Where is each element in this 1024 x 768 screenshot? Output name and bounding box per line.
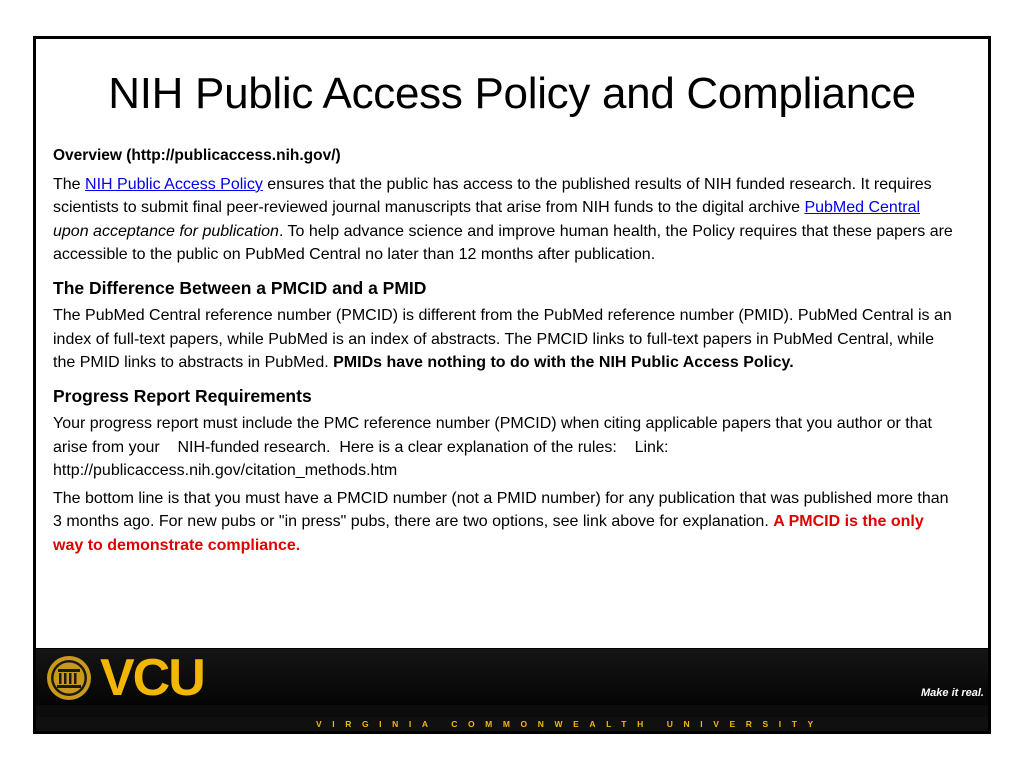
vcu-footer: [36, 649, 988, 731]
slide-frame: [33, 36, 991, 734]
slide-content: [36, 39, 988, 648]
overview-italic: upon acceptance for publication: [53, 222, 279, 240]
difference-paragraph: [53, 304, 958, 375]
overview-text-4: . To help advance science and improve human health, the Policy requires that these papers are accessible to the public on PubMed Central no later than 12 months after publication.: [53, 222, 953, 263]
progress-paragraph-2: [53, 487, 958, 558]
compliance-statement: A PMCID is the only way to demonstrate compliance.: [53, 513, 924, 554]
overview-paragraph: [53, 173, 958, 267]
progress-heading: Progress Report Requirements: [53, 385, 312, 406]
difference-bold: PMIDs have nothing to do with the NIH Public Access Policy.: [333, 354, 794, 371]
difference-heading: The Difference Between a PMCID and a PMID: [53, 277, 427, 298]
difference-text: The PubMed Central reference number (PMCID) is different from the PubMed reference number (PMID). PubMed Central is an index of full-text papers, while PubMed is an index of abstracts. The PMCID links to full-text papers in PubMed Central, while the PMID links to abstracts in PubMed.: [53, 307, 952, 371]
footer-band: [36, 649, 988, 705]
slide-title: NIH Public Access Policy and Compliance: [108, 69, 916, 118]
overview-heading: Overview (http://publicaccess.nih.gov/): [53, 147, 341, 164]
university-name: VIRGINIA COMMONWEALTH UNIVERSITY: [316, 719, 824, 729]
overview-text-2: ensures that the public has access to the published results of NIH funded research. It requires scientists to submit final peer-reviewed journal manuscripts that arise from NIH funds to the digital archive: [53, 175, 932, 216]
university-line: [36, 717, 988, 731]
nih-policy-link[interactable]: NIH Public Access Policy: [85, 175, 263, 193]
progress-text-2: The bottom line is that you must have a PMCID number (not a PMID number) for any publication that was published more than 3 months ago. For new pubs or "in press" pubs, there are two options, see link above for explanation.: [53, 489, 949, 530]
vcu-seal-icon: [46, 655, 92, 701]
progress-paragraph-1: Your progress report must include the PMC reference number (PMCID) when citing applicable papers that you author or that arise from your NIH-funded research. Here is a clear explanation of the rules: Link: http://publicaccess.nih.gov/citation_methods.htm: [53, 415, 937, 479]
slide-body: [53, 144, 958, 557]
vcu-logo: VCU: [100, 649, 204, 707]
pubmed-central-link[interactable]: PubMed Central: [804, 199, 921, 216]
tagline: Make it real.: [921, 687, 984, 699]
overview-text-1: The: [53, 175, 86, 193]
